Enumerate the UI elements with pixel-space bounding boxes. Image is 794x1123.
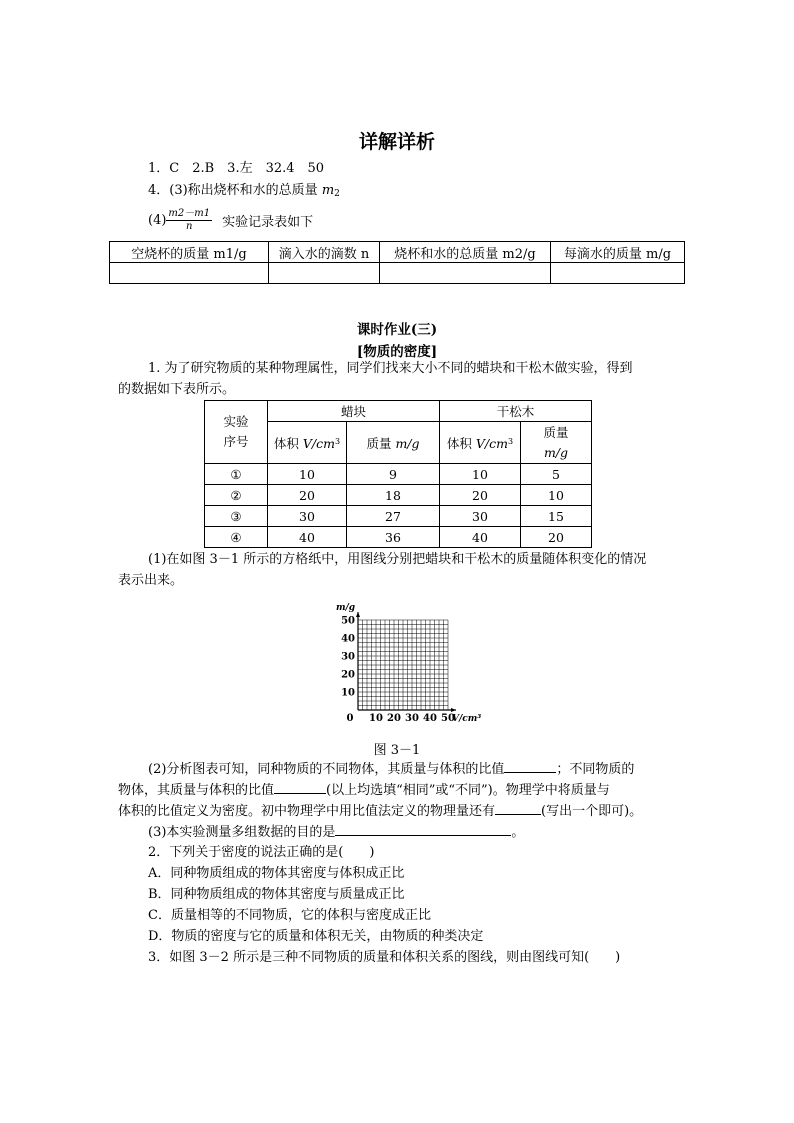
q1-part2-line1: (2)分析图表可知，同种物质的不同物体，其质量与体积的比值 ；不同物质的 [148,762,635,777]
page-title: 详解详析 [358,131,435,153]
figure-grid-chart [330,596,490,726]
q2-option-c: C．质量相等的不同物质，它的体积与密度成正比 [148,908,431,923]
answer-blank[interactable] [274,781,326,794]
table-row [205,485,592,506]
table-cell: ③ [205,506,268,527]
record-cell [110,263,269,284]
table-cell: ① [205,464,268,485]
table-row [205,506,592,527]
table-cell: 20 [521,527,592,548]
x-tick-label: 0 [346,713,354,724]
q2-option-a: A．同种物质组成的物体其密度与体积成正比 [148,866,405,881]
record-cell [380,263,551,284]
answer-blank[interactable] [504,760,556,773]
table-cell: 5 [521,464,592,485]
table-cell: 40 [440,527,521,548]
y-tick-label: 20 [341,669,355,681]
q1-part1-line1: (1)在如图 3－1 所示的方格纸中，用图线分别把蜡块和干松木的质量随体积变化的情况 [148,552,647,567]
q2-option-d: D．物质的密度与它的质量和体积无关，由物质的种类决定 [148,929,484,944]
q1-part3: (3)本实验测量多组数据的目的是 。 [148,825,525,840]
section-title: 课时作业(三) [356,322,438,338]
answer-blank[interactable] [335,823,511,836]
record-header: 每滴水的质量 m/g [551,242,685,263]
answer-line-3: (4) $\frac{m2-m1}{n}$ 实验记录表如下 [148,207,314,232]
table-cell: 27 [347,506,440,527]
table-cell: 40 [268,527,347,548]
record-header: 滴入水的滴数 n [269,242,380,263]
q2-stem: 2．下列关于密度的说法正确的是( ) [148,845,375,860]
x-axis-arrow [451,708,456,712]
table-cell: 20 [268,485,347,506]
table-cell: 30 [268,506,347,527]
table-cell: 36 [347,527,440,548]
answer-line-1: 1．C 2.B 3.左 32.4 50 [148,161,325,176]
answer-line-2: 4．(3)称出烧杯和水的总质量 $m_2$ [148,183,340,199]
table-cell: ② [205,485,268,506]
table-header-pine: 干松木 [440,401,592,422]
y-tick-label: 10 [341,687,355,699]
formula-fraction: $\frac{m2-m1}{n}$ [168,207,211,232]
y-axis-arrow [356,612,360,617]
q1-part2-line3: 体积的比值定义为密度。初中物理学中用比值法定义的物理量还有 (写出一个即可)。 [118,804,643,819]
record-table [109,241,685,284]
table-cell: 30 [440,506,521,527]
q1-part2-line2: 物体，其质量与体积的比值 (以上均选填“相同”或“不同”)。物理学中将质量与 [118,783,610,798]
table-subheader-volume: 体积 $V/cm^3$ [268,422,347,464]
table-cell: 10 [268,464,347,485]
section-subtitle: [物质的密度] [356,344,438,360]
q1-intro-2: 的数据如下表所示。 [118,382,236,397]
table-row [205,527,592,548]
figure-caption: 图 3－1 [373,743,421,758]
table-cell: 9 [347,464,440,485]
x-tick-label: 40 [423,713,437,724]
record-cell [269,263,380,284]
x-tick-label: 10 [369,713,383,724]
answer-blank[interactable] [495,802,541,815]
table-row [205,464,592,485]
table-header-trial: 实验 序号 [205,401,268,464]
q1-intro-1: 1. 为了研究物质的某种物理属性，同学们找来大小不同的蜡块和干松木做实验，得到 [148,361,633,376]
table-cell: 20 [440,485,521,506]
q1-part1-line2: 表示出来。 [118,573,184,588]
x-tick-label: 50 [441,713,455,724]
record-cell [551,263,685,284]
y-axis-label: m/g [336,603,356,613]
table-cell: 10 [440,464,521,485]
y-tick-label: 30 [341,651,355,663]
q3-stem: 3．如图 3－2 所示是三种不同物质的质量和体积关系的图线，则由图线可知( ) [148,950,621,965]
table-cell: 15 [521,506,592,527]
x-tick-label: 30 [405,713,419,724]
y-tick-label: 50 [341,615,355,627]
q2-option-b: B．同种物质组成的物体其密度与质量成正比 [148,887,405,902]
x-axis-label: V/cm³ [452,714,482,724]
table-cell: ④ [205,527,268,548]
x-tick-label: 20 [387,713,401,724]
table-cell: 10 [521,485,592,506]
y-tick-label: 40 [341,633,355,645]
record-header: 烧杯和水的总质量 m2/g [380,242,551,263]
data-table [204,400,592,548]
table-subheader-mass: 质量 m/g [347,422,440,464]
table-subheader-volume: 体积 $V/cm^3$ [440,422,521,464]
table-header-wax: 蜡块 [268,401,440,422]
table-cell: 18 [347,485,440,506]
table-subheader-mass: 质量 m/g [521,422,592,464]
record-header: 空烧杯的质量 m1/g [110,242,269,263]
